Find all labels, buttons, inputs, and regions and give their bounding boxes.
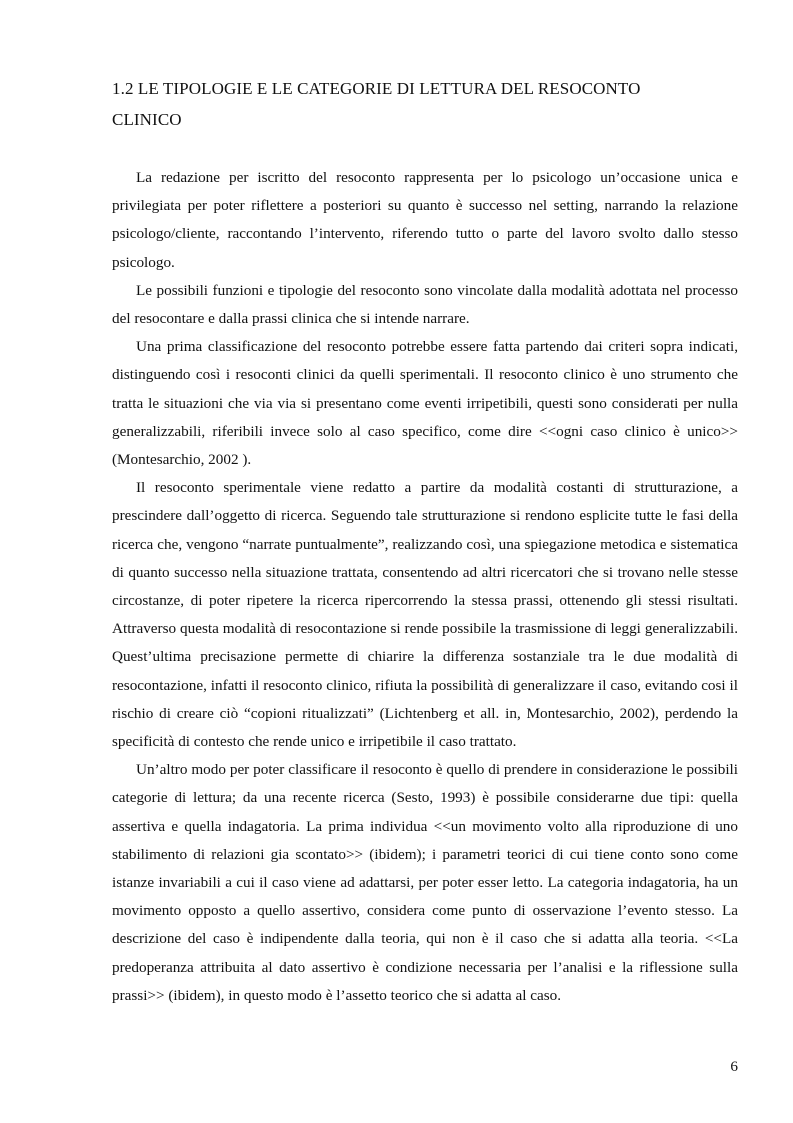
section-heading: 1.2 LE TIPOLOGIE E LE CATEGORIE DI LETTURA DEL RESOCONTO CLINICO	[112, 79, 641, 129]
paragraph: Una prima classificazione del resoconto potrebbe essere fatta partendo dai criteri sopra indicati, distinguendo così i resoconti clinici da quelli sperimentali. Il resoconto clinico è uno strumento che tratta le situazioni che via via si presentano come eventi irripetibili, questi sono considerati per nulla generalizzabili, riferibili invece solo al caso specifico, come dire <<ogni caso clinico è unico>> (Montesarchio, 2002 ).	[112, 338, 738, 469]
paragraph: Le possibili funzioni e tipologie del resoconto sono vincolate dalla modalità adottata nel processo del resocontare e dalla prassi clinica che si intende narrare.	[112, 281, 738, 328]
paragraph: La redazione per iscritto del resoconto rappresenta per lo psicologo un’occasione unica e privilegiata per poter riflettere a posteriori su quanto è successo nel setting, narrando la relazione psicologo/cliente, raccontando l’intervento, riferendo tutto o parte del lavoro svolto dallo stesso psicologo.	[112, 169, 738, 271]
page-number: 6	[730, 1058, 738, 1075]
paragraph: Il resoconto sperimentale viene redatto a partire da modalità costanti di strutturazione, a prescindere dall’oggetto di ricerca. Seguendo tale strutturazione si rendono esplicite tutte le fasi della ricerca che, vengono “narrate puntualmente”, realizzando così, una spiegazione metodica e sistematica di quanto successo nella situazione trattata, consentendo ad altri ricercatori che si trovano nelle stesse circostanze, di poter ripetere la ricerca ripercorrendo la stessa prassi, ottenendo gli stessi risultati. Attraverso questa modalità di resocontazione si rende possibile la trasmissione di leggi generalizzabili. Quest’ultima precisazione permette di chiarire la differenza sostanziale tra le due modalità di resocontazione, infatti il resoconto clinico, rifiuta la possibilità di generalizzare il caso, evitando cosi il rischio di creare ciò “copioni ritualizzati” (Lichtenberg et all. in, Montesarchio, 2002), perdendo la specificità di contesto che rende unico e irripetibile il caso trattato.	[112, 479, 738, 751]
body-text	[112, 164, 738, 1010]
paragraph: Un’altro modo per poter classificare il resoconto è quello di prendere in considerazione le possibili categorie di lettura; da una recente ricerca (Sesto, 1993) è possibile considerarne due tipi: quella assertiva e quella indagatoria. La prima individua <<un movimento volto alla riproduzione di uno stabilimento di relazioni gia scontato>> (ibidem); i parametri teorici di cui tiene conto sono come istanze invariabili a cui il caso viene ad adattarsi, per poter esser letto. La categoria indagatoria, ha un movimento opposto a quello assertivo, considera come punto di osservazione l’evento stesso. La descrizione del caso è indipendente dalla teoria, qui non è il caso che si adatta alla teoria. <<La predoperanza attribuita al dato assertivo è condizione necessaria per l’analisi e la riflessione sulla prassi>> (ibidem), in questo modo è l’assetto teorico che si adatta al caso.	[112, 761, 738, 1004]
